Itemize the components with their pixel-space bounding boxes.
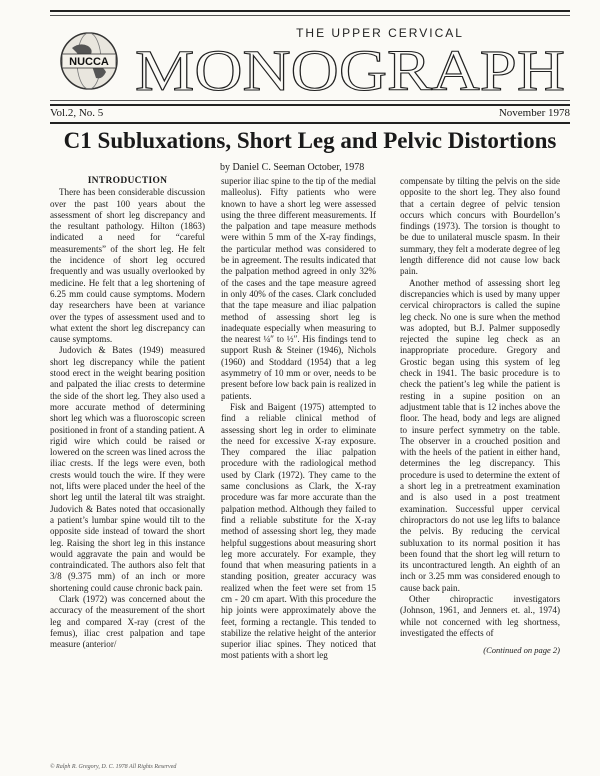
- paragraph: Fisk and Baigent (1975) attempted to find a reliable clinical method of assessing short leg in order to eliminate the need for excessive X-ray exposure. They compared the iliac palpation procedure with the radiological method used by Clark (1972). They came to the same conclusions as Clark, the X-ray procedure was far more accurate than the palpation method. Although they failed to find a reliable substitute for the X-ray method of assessing short leg, they made helpful suggestions about measuring short leg more accurately. For example, they found that when measuring patients in a standing position, greater accuracy was realized when the feet were set from 15 cm - 20 cm apart. With this procedure the hip joints were approximately above the feet, forming a rectangle. This tended to stabilize the relative height of the anterior superior iliac spines. They noticed that most patients with a short leg: [221, 401, 376, 661]
- column-3: [400, 176, 560, 764]
- column-1: [50, 176, 205, 764]
- masthead-rule-bottom: [50, 100, 570, 101]
- paragraph: Other chiropractic investigators (Johnson, 1961, and Jenners et. al., 1974) while not concerned with leg shortness, investigated the effects of: [400, 593, 560, 638]
- copyright-notice: © Ralph R. Gregory, D. C. 1978 All Rights Reserved: [50, 764, 177, 770]
- section-heading: INTRODUCTION: [87, 176, 168, 186]
- paragraph: Judovich & Bates (1949) measured short leg discrepancy while the patient stood erect in the weight bearing position and palpated the iliac crests to determine the side of the short leg. They also used a more accurate method of determining short leg which was a fluoroscopic screen positioned in front of a standing patient. A rigid wire which could be raised or lowered on the screen was lined across the iliac crests. If the legs were even, both crests would touch the wire. If they were not, lifts were placed under the heel of the short leg until the lateral tilt was straight. Judovich & Bates noted that occasionally a patient’s lumbar spine would tilt to the opposite side instead of toward the short leg. Raising the short leg in this instance would aggravate the pain and would be contraindicated. The authors also felt that 3/8 (9.375 mm) of an inch or more shortening could cause chronic back pain.: [50, 345, 205, 593]
- nucca-globe-logo: [58, 30, 120, 92]
- issue-date: November 1978: [498, 107, 570, 119]
- paragraph: compensate by tilting the pelvis on the side opposite to the short leg. They also found that a certain degree of pelvic tension occurs which concurs with Bourdellon’s findings (1973). The torsion is thought to be due to unilateral muscle spasm. In their summary, they felt a moderate degree of leg length difference did not cause low back pain.: [400, 176, 560, 277]
- issue-volume: Vol.2, No. 5: [50, 107, 104, 119]
- paragraph: There has been considerable discussion over the past 100 years about the assessment of short leg discrepancy and the resultant pathology. Hilton (1863) indicated a need for “careful measurements” of the short leg. He felt the incidence of short leg occured frequently and was usually overlooked by medicine. He felt that a leg shortening of 6.25 mm could cause symptoms. Modern day researchers have been at variance over the types of assessment used and to what extent the short leg discrepancy can cause symptoms.: [50, 187, 205, 345]
- column-2: [221, 176, 376, 764]
- paragraph: Another method of assessing short leg discrepancies which is used by many upper cervical chiropractors is called the supine leg check. No one is sure when the method was adopted, but B.J. Palmer supposedly rejected the supine leg check as an inappropriate procedure. Gregory and Grostic began using this system of leg check in 1941. The basic procedure is to check the patient’s leg while the patient is resting in a supine position on an adjustment table that is 12 inches above the floor. The head, body and legs are aligned to insure perfect symmetry on the table. The observer in a crouched position and with the heels of the patient in either hand, determines the leg discrepancy. This procedure is used to determine the extent of a short leg in a pretreatment examination and is also used in a post treatment examination. Successful upper cervical chiropractors do not use leg lifts to balance the pelvis. By reducing the cervical subluxation to its normal position it has been found that the short leg will return to its uncontractured length. An eighth of an inch or 3.25 mm was considered enough to cause back pain.: [400, 277, 560, 593]
- logo-text: NUCCA: [69, 56, 109, 68]
- article-title: C1 Subluxations, Short Leg and Pelvic Distortions: [63, 128, 557, 153]
- masthead-title-text: MONOGRAPH: [135, 38, 565, 98]
- paragraph: superior iliac spine to the tip of the medial malleolus). Fifty patients who were known to have a short leg were assessed using the three different measurements. If the palpation and tape measure methods were within 5 mm of the X-ray findings, the particular method was considered to be in agreement. The results indicated that the palpation method agreed in only 32% of the cases and the tape measure agreed in only 40% of the cases. Clark concluded that the tape measure and iliac palpation method of assessing short leg is inadequate especially when measuring to the nearest ¼″ to ½″. His findings tend to support Rush & Steiner (1946), Nichols (1960) and Stoddard (1954) that a leg asymmetry of 10 mm or over, needs to be present before low back pain is realized in patients.: [221, 176, 376, 401]
- article-byline: by Daniel C. Seeman October, 1978: [220, 162, 365, 173]
- masthead-rule-top: [50, 15, 570, 16]
- masthead: [50, 10, 570, 106]
- masthead-kicker: THE UPPER CERVICAL: [296, 26, 464, 40]
- issue-bar: [50, 106, 570, 124]
- masthead-title: [130, 36, 570, 98]
- continued-note: (Continued on page 2): [483, 645, 560, 656]
- paragraph: Clark (1972) was concerned about the accuracy of the measurement of the short leg and compared X-ray (crest of the femus), iliac crest palpation and tape measure (anterior/: [50, 593, 205, 650]
